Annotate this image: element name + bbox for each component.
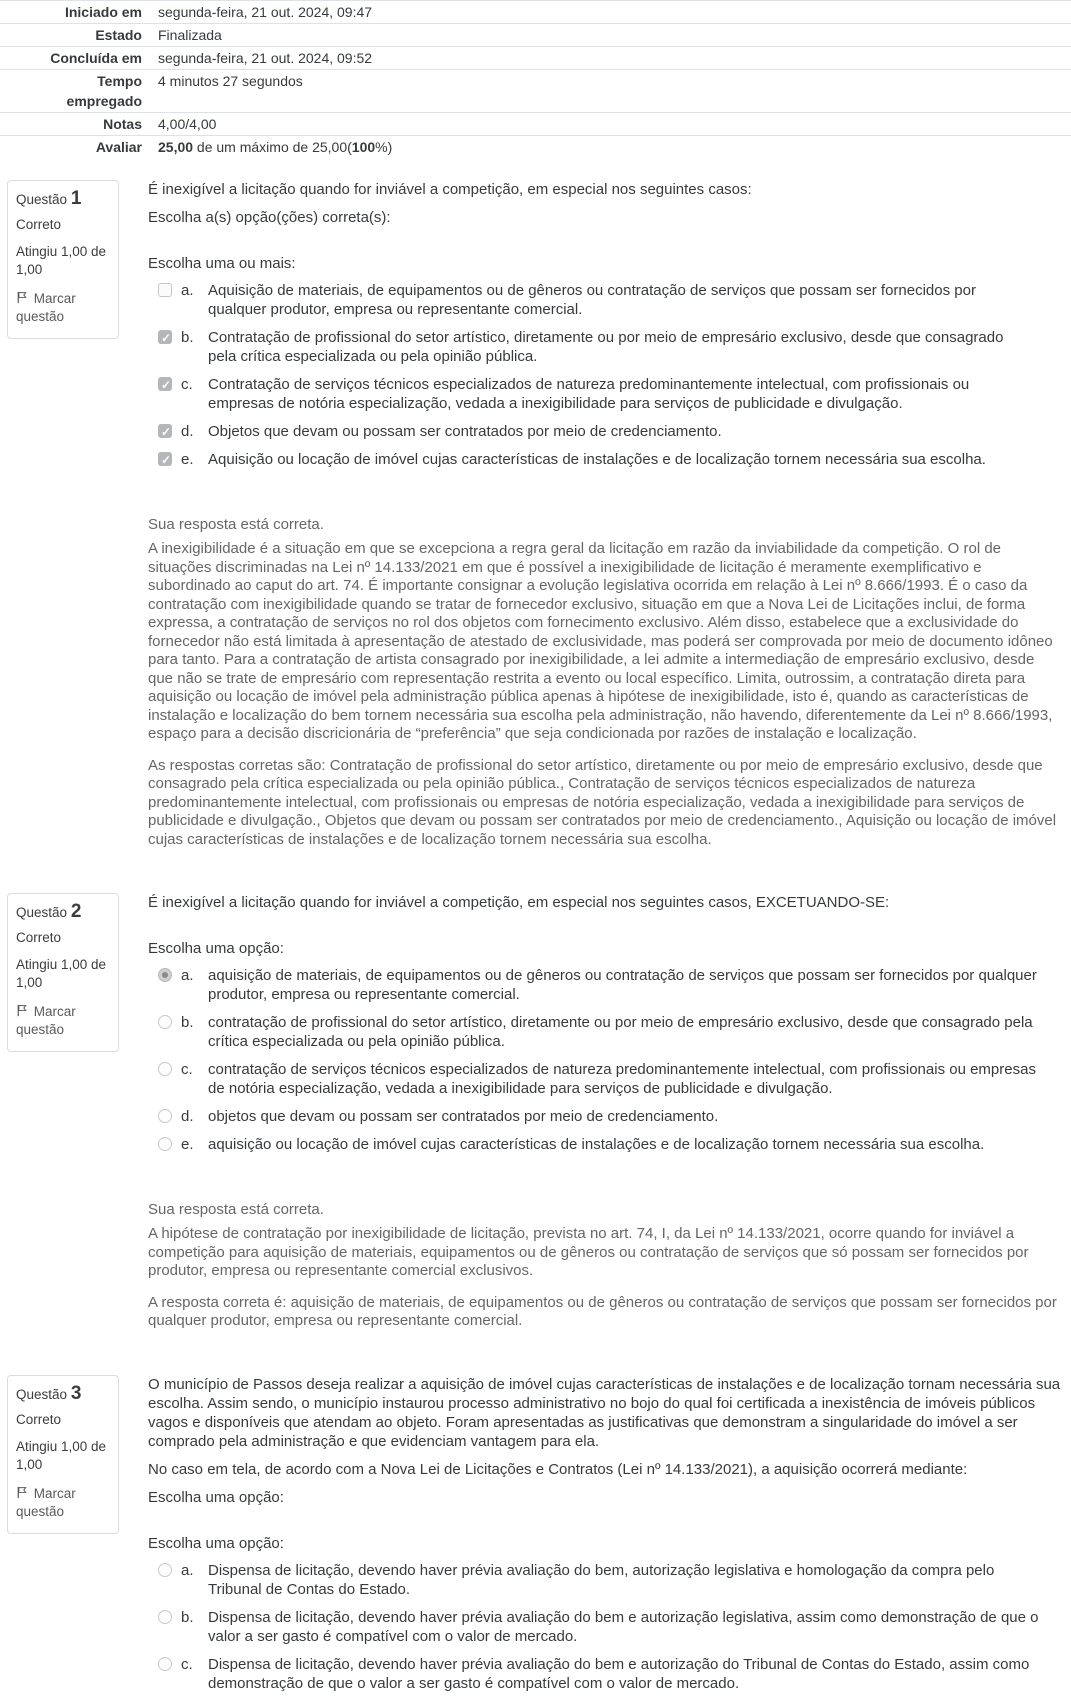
answer-prompt: Escolha uma ou mais: — [148, 255, 296, 272]
question-word: Questão — [16, 1386, 68, 1402]
option-text: objetos que devam ou possam ser contratados por meio de credenciamento. — [208, 1108, 719, 1125]
question-text — [148, 180, 1063, 227]
answer-option — [148, 281, 1063, 319]
option-letter: a. — [181, 282, 194, 299]
summary-table — [0, 0, 1071, 158]
option-text: Aquisição de materiais, de equipamentos ou de gêneros ou contratação de serviços que possam ser fornecidos por qualquer produtor, empresa ou representante comercial. — [208, 282, 976, 318]
question-content — [148, 893, 1071, 1331]
option-text: Dispensa de licitação, devendo haver prévia avaliação do bem e autorização legislativa, assim como demonstração de que o valor a ser gasto é compatível com o valor de mercado. — [208, 1608, 1039, 1645]
feedback-correct: A resposta correta é: aquisição de materiais, de equipamentos ou de gêneros ou contratação de serviços que possam ser fornecidos por qualquer produtor, empresa ou representante comercial. — [148, 1293, 1057, 1329]
question-info-box — [7, 180, 119, 339]
question-text — [148, 1375, 1063, 1507]
checkbox-icon[interactable] — [158, 330, 172, 344]
feedback-general — [148, 540, 1063, 744]
question-number: 3 — [70, 1382, 82, 1404]
option-letter: a. — [181, 1561, 194, 1579]
question-text-paragraph: No caso em tela, de acordo com a Nova Lei de Licitações e Contratos (Lei nº 14.133/2021), a aquisição ocorrerá mediante: — [148, 1460, 968, 1478]
summary-row — [0, 70, 1071, 113]
option-letter: e. — [181, 1136, 194, 1153]
checkbox-icon[interactable] — [158, 424, 172, 438]
feedback-outcome: Sua resposta está correta. — [148, 516, 324, 533]
question-text-paragraph: Escolha a(s) opção(ções) correta(s): — [148, 209, 391, 226]
question-number-line — [16, 1382, 110, 1404]
option-letter: c. — [181, 376, 193, 393]
answer-option — [148, 1135, 1063, 1154]
answer-option — [148, 1060, 1063, 1098]
feedback-correct: As respostas corretas são: Contratação de profissional do setor artístico, diretamente ou por meio de empresário exclusivo, desde que consagrado pela crítica especializada ou pela opinião pública., Contratação de serviços técnicos especializados de natureza predominantemente intelectual, com profissionais ou empresas de notória especialização, vedada a inexigibilidade para serviços de publicidade e divulgação., Objetos que devam ou possam ser contratados por meio de credenciamento., Aquisição ou locação de imóvel cujas características de instalações e de localização tornem necessária sua escolha. — [148, 756, 1057, 848]
answer-option — [148, 1107, 1063, 1126]
checkbox-icon[interactable] — [158, 377, 172, 391]
flag-label: Marcar questão — [16, 291, 76, 324]
summary-value: segunda-feira, 21 out. 2024, 09:52 — [158, 50, 373, 66]
option-letter: c. — [181, 1061, 193, 1078]
feedback-general — [148, 1225, 1063, 1281]
option-text: Dispensa de licitação, devendo haver prévia avaliação do bem, autorização legislativa e homologação da compra pelo Tribunal de Contas do Estado. — [208, 1561, 995, 1598]
option-text: contratação de serviços técnicos especializados de natureza predominantemente intelectual, com profissionais ou empresas de notória especialização, vedada a inexigibilidade para serviços de publicidade e divulgação. — [208, 1061, 1036, 1097]
summary-label: Tempo empregado — [66, 73, 142, 109]
questions-list — [0, 180, 1071, 1702]
summary-value: segunda-feira, 21 out. 2024, 09:47 — [158, 4, 373, 20]
question-grade: Atingiu 1,00 de 1,00 — [16, 957, 107, 990]
question-word: Questão — [16, 192, 68, 207]
option-letter: a. — [181, 967, 194, 984]
question-block — [0, 893, 1071, 1331]
option-letter: b. — [181, 1608, 194, 1626]
question-text-paragraph: É inexigível a licitação quando for inviável a competição, em especial nos seguintes casos: — [148, 181, 752, 198]
question-grade: Atingiu 1,00 de 1,00 — [16, 1438, 107, 1472]
radio-icon[interactable] — [158, 1062, 172, 1076]
question-info-box — [7, 893, 119, 1052]
radio-icon[interactable] — [158, 1015, 172, 1029]
option-text: contratação de profissional do setor artístico, diretamente ou por meio de empresário exclusivo, desde que consagrado pela crítica especializada ou pela opinião pública. — [208, 1014, 1033, 1050]
answer-option — [148, 1655, 1063, 1693]
summary-value: 4 minutos 27 segundos — [158, 73, 303, 89]
options-list — [148, 966, 1063, 1154]
summary-row — [0, 113, 1071, 136]
question-text-paragraph: É inexigível a licitação quando for inviável a competição, em especial nos seguintes casos, EXCETUANDO-SE: — [148, 894, 890, 911]
option-text: Aquisição ou locação de imóvel cujas características de instalações e de localização tornem necessária sua escolha. — [208, 451, 986, 468]
radio-icon[interactable] — [158, 1563, 172, 1577]
flag-icon — [16, 291, 28, 304]
option-letter: e. — [181, 451, 194, 468]
radio-icon[interactable] — [158, 1109, 172, 1123]
flag-question-link[interactable] — [16, 1485, 110, 1521]
question-text — [148, 893, 1063, 912]
answer-option — [148, 1561, 1063, 1599]
summary-row — [0, 136, 1071, 159]
summary-value: Finalizada — [158, 27, 222, 43]
answer-option — [148, 375, 1063, 413]
question-state: Correto — [16, 930, 62, 945]
question-grade: Atingiu 1,00 de 1,00 — [16, 244, 107, 277]
answer-prompt: Escolha uma opção: — [148, 1534, 284, 1552]
radio-icon[interactable] — [158, 968, 172, 982]
question-text-paragraph: O município de Passos deseja realizar a aquisição de imóvel cujas características de instalações e de localização tornam necessária sua escolha. Assim sendo, o município instaurou processo administrativo no bojo do qual foi certificada a inexistência de imóveis públicos vagos e disponíveis que atendam ao objeto. Foram apresentadas as justificativas que demonstram a singularidade do imóvel a ser comprado pela administração e que evidenciam vantagem para ela. — [148, 1375, 1061, 1450]
question-content — [148, 1375, 1071, 1702]
summary-label: Avaliar — [95, 139, 142, 155]
option-text: aquisição de materiais, de equipamentos ou de gêneros ou contratação de serviços que possam ser fornecidos por qualquer produtor, empresa ou representante comercial. — [208, 967, 1037, 1003]
option-text: Contratação de serviços técnicos especializados de natureza predominantemente intelectual, com profissionais ou empresas de notória especialização, vedada a inexigibilidade para serviços de publicidade e divulgação. — [208, 376, 970, 412]
option-letter: d. — [181, 1108, 194, 1125]
answer-prompt: Escolha uma opção: — [148, 940, 284, 957]
option-text: Dispensa de licitação, devendo haver prévia avaliação do bem e autorização do Tribunal de Contas do Estado, assim como demonstração de que o valor a ser gasto é compatível com o valor de mercado. — [208, 1655, 1030, 1692]
flag-icon — [16, 1486, 28, 1499]
radio-icon[interactable] — [158, 1610, 172, 1624]
feedback-outcome: Sua resposta está correta. — [148, 1201, 324, 1218]
question-state: Correto — [16, 1411, 62, 1427]
flag-label: Marcar questão — [16, 1004, 76, 1037]
options-list — [148, 1561, 1063, 1693]
summary-label: Concluída em — [50, 50, 142, 66]
radio-icon[interactable] — [158, 1657, 172, 1671]
summary-value: 4,00/4,00 — [158, 116, 217, 132]
radio-icon[interactable] — [158, 1137, 172, 1151]
question-block — [0, 180, 1071, 849]
question-state: Correto — [16, 217, 62, 232]
question-word: Questão — [16, 905, 68, 920]
summary-row — [0, 1, 1071, 24]
feedback — [148, 1200, 1063, 1331]
option-letter: d. — [181, 423, 194, 440]
question-info-box — [7, 1375, 119, 1534]
question-number-line — [16, 903, 110, 922]
answer-option — [148, 1013, 1063, 1051]
summary-row — [0, 47, 1071, 70]
question-number-line — [16, 190, 110, 209]
option-text: Contratação de profissional do setor artístico, diretamente ou por meio de empresário exclusivo, desde que consagrado pela crítica especializada ou pela opinião pública. — [208, 329, 1004, 365]
flag-label: Marcar questão — [16, 1485, 76, 1519]
summary-value: 25,00 de um máximo de 25,00(100%) — [158, 139, 393, 155]
feedback-paragraph: A hipótese de contratação por inexigibilidade de licitação, prevista no art. 74, I, da Lei nº 14.133/2021, ocorre quando for inviável a competição para aquisição de materiais, equipamentos ou de gêneros ou contratação de serviços que só possam ser fornecidos por produtor, empresa ou representante comercial exclusivos. — [148, 1225, 1029, 1279]
feedback — [148, 515, 1063, 849]
option-text: aquisição ou locação de imóvel cujas características de instalações e de localização tornem necessária sua escolha. — [208, 1136, 985, 1153]
question-content — [148, 180, 1071, 849]
feedback-paragraph: A inexigibilidade é a situação em que se excepciona a regra geral da licitação em razão da inviabilidade da competição. O rol de situações discriminadas na Lei nº 14.133/2021 em que é possível a inexigibilidade de licitação é meramente exemplificativo e subordinado ao caput do art. 74. É importante consignar a evolução legislativa ocorrida em relação à Lei nº 8.666/1993. É o caso da contratação com inexigibilidade quando se tratar de fornecedor exclusivo, situação em que a Nova Lei de Licitações inclui, de forma expressa, a contratação de serviços no rol dos objetos com fornecimento exclusivo. Além disso, estabelece que a exclusividade do fornecedor não está limitada à apresentação de atestado de exclusividade, mas poderá ser comprovada por meio de documento idôneo para tanto. Para a contratação de artista consagrado por inexigibilidade, a lei admite a intermediação de empresário exclusivo, desde que não se trate de empresário com representação restrita a evento ou local específico. Limita, outrossim, a contratação direta para aquisição ou locação de imóvel pela administração pública apenas à hipótese de inexigibilidade, isto é, quando as características de instalação e localização do bem tornem necessária sua escolha pela administração, não havendo, diferentemente da Lei nº 8.666/1993, espaço para a decisão discricionária de “preferência” que seja condicionada por razões de instalação e localização. — [148, 540, 1053, 742]
summary-label: Notas — [103, 116, 142, 132]
question-text-paragraph: Escolha uma opção: — [148, 1488, 284, 1506]
answer-option — [148, 1608, 1063, 1646]
flag-icon — [16, 1004, 28, 1017]
summary-label: Estado — [95, 27, 142, 43]
checkbox-icon[interactable] — [158, 283, 172, 297]
option-letter: b. — [181, 329, 194, 346]
flag-question-link[interactable] — [16, 1003, 110, 1039]
question-block — [0, 1375, 1071, 1702]
flag-question-link[interactable] — [16, 290, 110, 326]
option-letter: c. — [181, 1655, 193, 1673]
summary-label: Iniciado em — [64, 4, 142, 20]
options-list — [148, 281, 1063, 469]
answer-option — [148, 450, 1063, 469]
answer-option — [148, 328, 1063, 366]
checkbox-icon[interactable] — [158, 452, 172, 466]
summary-table-body — [0, 1, 1071, 159]
question-number: 2 — [70, 901, 82, 922]
summary-row — [0, 24, 1071, 47]
answer-option — [148, 966, 1063, 1004]
answer-option — [148, 422, 1063, 441]
option-text: Objetos que devam ou possam ser contratados por meio de credenciamento. — [208, 423, 722, 440]
question-number: 1 — [70, 188, 82, 209]
option-letter: b. — [181, 1014, 194, 1031]
